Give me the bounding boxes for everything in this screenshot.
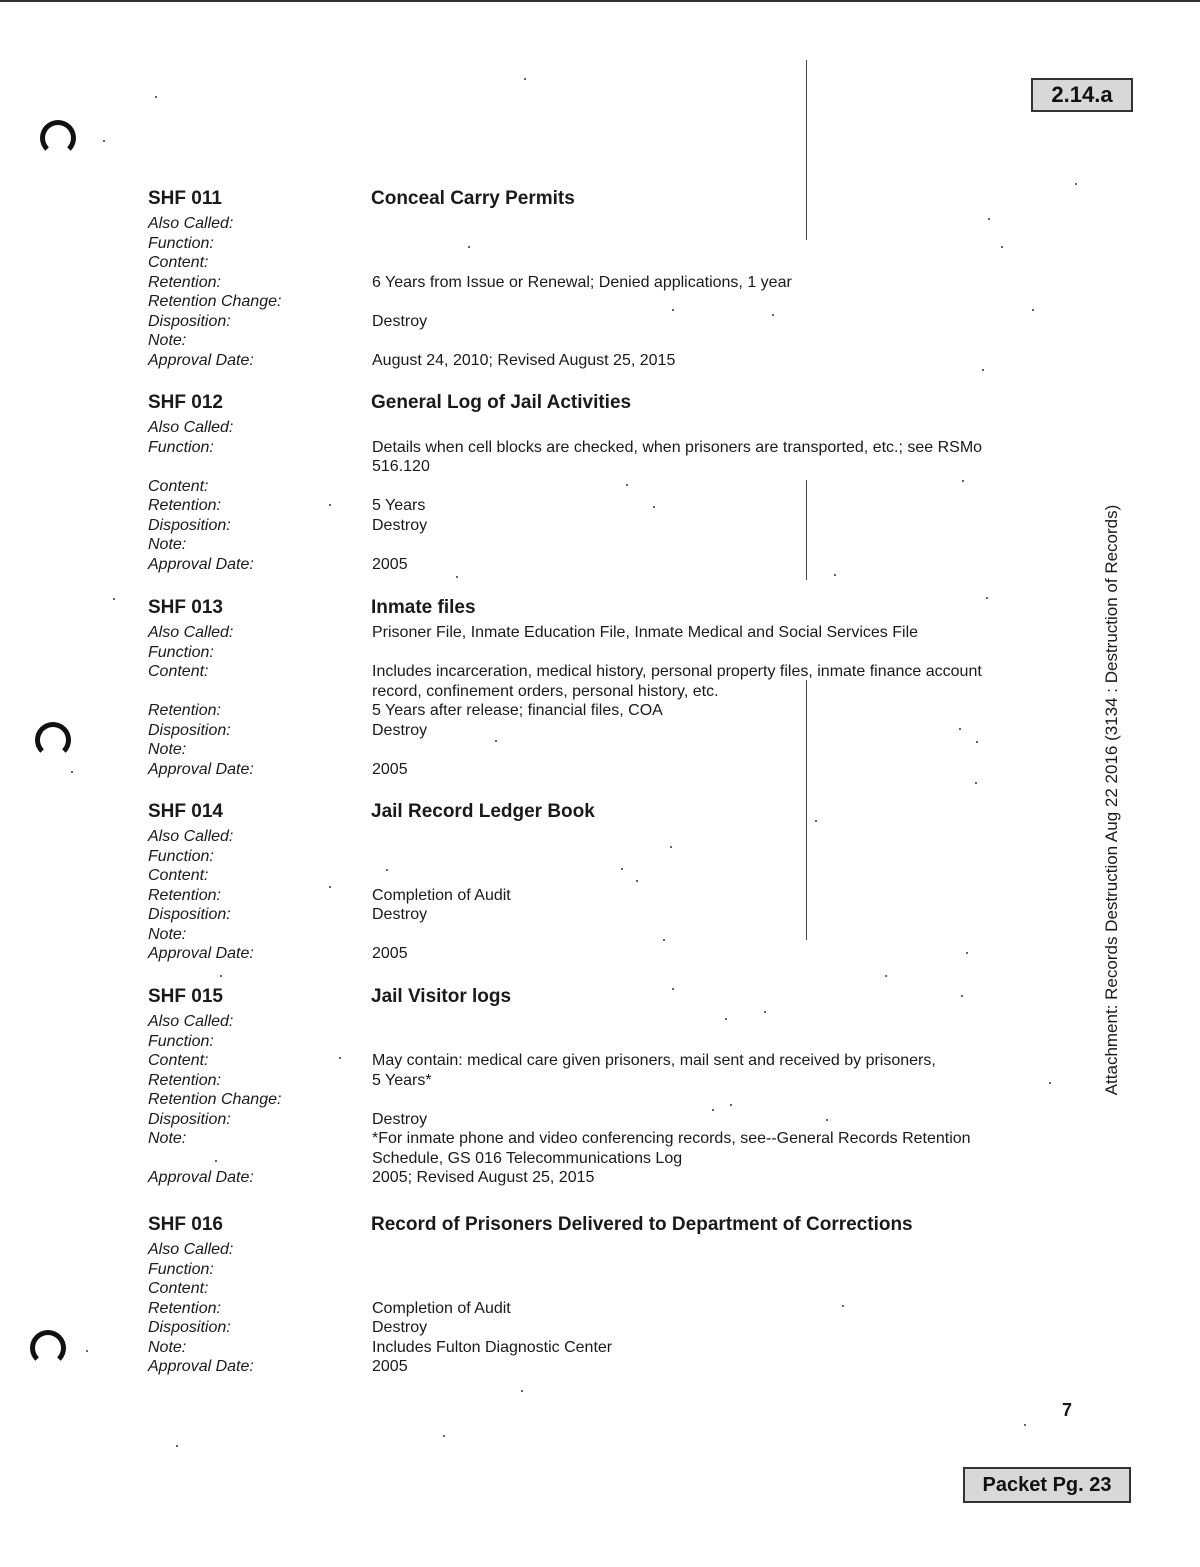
field-value: Completion of Audit — [372, 1299, 511, 1317]
scan-speck — [959, 728, 961, 730]
field-value — [372, 827, 1022, 847]
field-label: Function: — [148, 438, 214, 456]
field-label: Retention: — [148, 702, 221, 719]
record-title: Record of Prisoners Delivered to Department of Corrections — [371, 1214, 913, 1235]
field-label: Disposition: — [148, 312, 231, 330]
field-label: Also Called: — [148, 419, 234, 436]
field-label: Approval Date: — [148, 351, 254, 369]
field-label: Content: — [148, 254, 209, 271]
scan-speck — [456, 576, 458, 578]
field-row — [148, 662, 1028, 701]
field-row — [148, 623, 1028, 643]
record-shf-012 — [148, 392, 1028, 574]
field-row — [148, 535, 1028, 555]
field-label: Also Called: — [148, 828, 234, 845]
field-label: Also Called: — [148, 215, 234, 232]
scan-speck — [772, 314, 774, 316]
field-row — [148, 214, 1028, 234]
field-label: Approval Date: — [148, 1358, 254, 1375]
scan-speck — [670, 846, 672, 848]
scan-speck — [842, 1305, 844, 1307]
field-row — [148, 1240, 1028, 1260]
field-value — [372, 1032, 1022, 1052]
field-label: Approval Date: — [148, 945, 254, 962]
field-row — [148, 886, 1028, 906]
field-row — [148, 1338, 1028, 1358]
field-label: Retention Change: — [148, 293, 282, 310]
scan-speck — [1075, 183, 1077, 185]
field-row — [148, 1357, 1028, 1377]
field-row — [148, 1051, 1028, 1071]
scan-speck — [636, 880, 638, 882]
field-value — [372, 1260, 1022, 1280]
scan-speck — [962, 480, 964, 482]
field-label: Retention: — [148, 497, 221, 514]
scan-speck — [988, 218, 990, 220]
field-label: Content: — [148, 663, 209, 680]
field-row — [148, 944, 1028, 964]
field-value — [372, 847, 1022, 867]
field-label: Content: — [148, 1052, 209, 1069]
field-row — [148, 1318, 1028, 1338]
scan-speck — [621, 868, 623, 870]
field-value: *For inmate phone and video conferencing records, see--General Records Retention Schedule, GS 016 Telecommunications Log — [372, 1130, 971, 1167]
field-value: 5 Years* — [372, 1071, 432, 1089]
field-label: Function: — [148, 234, 214, 252]
scan-speck — [672, 309, 674, 311]
field-row — [148, 477, 1028, 497]
field-row — [148, 1279, 1028, 1299]
scan-speck — [712, 1109, 714, 1111]
field-value — [372, 1090, 1022, 1110]
field-value — [372, 234, 1022, 254]
scan-speck — [155, 96, 157, 98]
field-label: Content: — [148, 867, 209, 884]
record-shf-016 — [148, 1214, 1028, 1377]
field-value: May contain: medical care given prisoners, mail sent and received by prisoners, — [372, 1052, 936, 1069]
scan-speck — [834, 574, 836, 576]
field-value: 2005 — [372, 555, 408, 573]
scan-speck — [672, 988, 674, 990]
field-row — [148, 516, 1028, 536]
field-label: Function: — [148, 643, 214, 661]
scan-speck — [826, 1119, 828, 1121]
scan-speck — [215, 1160, 217, 1162]
field-value: 2005 — [372, 945, 408, 962]
field-label: Retention: — [148, 886, 221, 904]
record-shf-014 — [148, 801, 1028, 964]
field-value — [372, 925, 1022, 945]
scan-speck — [176, 1445, 178, 1447]
scan-speck — [975, 782, 977, 784]
record-title: Jail Record Ledger Book — [371, 801, 595, 822]
field-row — [148, 1110, 1028, 1130]
field-row — [148, 1071, 1028, 1091]
scan-speck — [986, 597, 988, 599]
scan-speck — [495, 740, 497, 742]
field-row — [148, 721, 1028, 741]
scan-speck — [725, 1018, 727, 1020]
field-label: Function: — [148, 1032, 214, 1050]
field-value — [372, 214, 1022, 234]
field-label: Retention: — [148, 1071, 221, 1089]
field-value: 5 Years after release; financial files, COA — [372, 702, 663, 719]
field-label: Approval Date: — [148, 555, 254, 573]
punch-hole-icon — [40, 120, 76, 156]
field-label: Content: — [148, 477, 209, 495]
scan-speck — [386, 869, 388, 871]
scan-speck — [71, 771, 73, 773]
record-code: SHF 012 — [148, 392, 223, 413]
field-value — [372, 418, 1022, 438]
field-row — [148, 643, 1028, 663]
field-value: Includes Fulton Diagnostic Center — [372, 1338, 613, 1356]
field-row — [148, 292, 1028, 312]
field-row — [148, 496, 1028, 516]
scan-speck — [815, 820, 817, 822]
scan-speck — [443, 1435, 445, 1437]
record-shf-011 — [148, 188, 1028, 370]
record-code: SHF 013 — [148, 597, 223, 618]
field-row — [148, 1168, 1028, 1188]
field-value — [372, 740, 1022, 760]
scan-speck — [1024, 1424, 1026, 1426]
field-row — [148, 1032, 1028, 1052]
page-number: 7 — [1062, 1400, 1073, 1420]
field-value: Details when cell blocks are checked, when prisoners are transported, etc.; see RSMo 516.120 — [372, 438, 983, 475]
field-value — [372, 1279, 1022, 1299]
punch-hole-icon — [35, 722, 71, 758]
scan-speck — [966, 952, 968, 954]
record-title: Jail Visitor logs — [371, 986, 512, 1007]
field-label: Approval Date: — [148, 1169, 254, 1186]
field-value — [372, 535, 1022, 555]
field-value — [372, 866, 1022, 886]
field-value: 6 Years from Issue or Renewal; Denied applications, 1 year — [372, 273, 792, 291]
field-label: Also Called: — [148, 1013, 234, 1030]
field-row — [148, 905, 1028, 925]
field-label: Note: — [148, 332, 187, 349]
record-code: SHF 014 — [148, 801, 223, 822]
field-label: Note: — [148, 1338, 187, 1356]
field-value: Destroy — [372, 516, 428, 534]
field-row — [148, 1260, 1028, 1280]
field-value: Prisoner File, Inmate Education File, Inmate Medical and Social Services File — [372, 624, 919, 641]
scan-speck — [982, 369, 984, 371]
field-row — [148, 701, 1028, 721]
field-value — [372, 477, 1022, 497]
record-title: Inmate files — [371, 597, 476, 618]
field-row — [148, 847, 1028, 867]
record-code: SHF 015 — [148, 986, 223, 1007]
field-label: Retention: — [148, 273, 221, 291]
scan-speck — [976, 741, 978, 743]
field-label: Note: — [148, 536, 187, 553]
field-value: August 24, 2010; Revised August 25, 2015 — [372, 351, 676, 369]
field-value: 2005; Revised August 25, 2015 — [372, 1169, 595, 1186]
top-edge-line — [0, 0, 1200, 2]
field-label: Content: — [148, 1280, 209, 1297]
field-row — [148, 438, 1028, 477]
item-number-stamp: 2.14.a — [1031, 78, 1133, 112]
field-value — [372, 1012, 1022, 1032]
field-row — [148, 1090, 1028, 1110]
punch-hole-icon — [30, 1330, 66, 1366]
field-row — [148, 273, 1028, 293]
scan-speck — [663, 939, 665, 941]
field-label: Approval Date: — [148, 760, 254, 778]
field-label: Also Called: — [148, 624, 234, 641]
field-value: Destroy — [372, 721, 428, 739]
field-value — [372, 292, 1022, 312]
field-label: Disposition: — [148, 906, 231, 923]
record-title: General Log of Jail Activities — [371, 392, 632, 413]
field-row — [148, 827, 1028, 847]
field-row — [148, 331, 1028, 351]
field-label: Disposition: — [148, 1110, 231, 1128]
record-code: SHF 016 — [148, 1214, 223, 1235]
field-label: Retention: — [148, 1299, 221, 1317]
field-value — [372, 253, 1022, 273]
field-value: Destroy — [372, 1319, 428, 1336]
field-label: Disposition: — [148, 1319, 231, 1336]
scan-speck — [764, 1011, 766, 1013]
scan-speck — [885, 975, 887, 977]
field-value: Includes incarceration, medical history, personal property files, inmate finance account record, confinement orders, personal history, etc. — [372, 663, 982, 700]
scan-speck — [86, 1350, 88, 1352]
field-row — [148, 1299, 1028, 1319]
scan-speck — [339, 1057, 341, 1059]
scan-speck — [626, 484, 628, 486]
field-row — [148, 312, 1028, 332]
field-row — [148, 351, 1028, 371]
scan-speck — [1001, 246, 1003, 248]
field-value: Completion of Audit — [372, 886, 511, 904]
field-value: Destroy — [372, 1110, 428, 1128]
scan-speck — [468, 246, 470, 248]
field-row — [148, 418, 1028, 438]
scan-speck — [329, 504, 331, 506]
scan-speck — [653, 506, 655, 508]
field-row — [148, 1012, 1028, 1032]
field-row — [148, 234, 1028, 254]
field-value: 5 Years — [372, 497, 426, 514]
field-label: Function: — [148, 847, 214, 865]
field-label: Note: — [148, 741, 187, 758]
record-shf-015 — [148, 986, 1028, 1188]
packet-page-stamp: Packet Pg. 23 — [963, 1467, 1131, 1503]
field-value — [372, 331, 1022, 351]
record-code: SHF 011 — [148, 188, 222, 209]
field-value: Destroy — [372, 906, 428, 923]
field-row — [148, 740, 1028, 760]
scan-speck — [961, 995, 963, 997]
field-value — [372, 643, 1022, 663]
scan-speck — [521, 1390, 523, 1392]
field-label: Disposition: — [148, 516, 231, 534]
scan-speck — [220, 975, 222, 977]
field-label: Function: — [148, 1260, 214, 1278]
field-label: Also Called: — [148, 1241, 234, 1258]
field-row — [148, 925, 1028, 945]
field-row — [148, 866, 1028, 886]
field-label: Note: — [148, 925, 187, 943]
scan-speck — [113, 598, 115, 600]
scan-speck — [103, 140, 105, 142]
field-row — [148, 253, 1028, 273]
field-label: Disposition: — [148, 721, 231, 739]
field-value — [372, 1240, 1022, 1260]
scan-speck — [329, 886, 331, 888]
scan-speck — [730, 1104, 732, 1106]
field-row — [148, 1129, 1028, 1168]
field-value: 2005 — [372, 1358, 408, 1375]
scan-speck — [524, 78, 526, 80]
field-value: Destroy — [372, 312, 428, 330]
field-row — [148, 760, 1028, 780]
scan-speck — [1032, 309, 1034, 311]
scan-speck — [1049, 1082, 1051, 1084]
field-value: 2005 — [372, 760, 408, 778]
field-label: Note: — [148, 1130, 187, 1147]
field-row — [148, 555, 1028, 575]
field-label: Retention Change: — [148, 1091, 282, 1108]
record-title: Conceal Carry Permits — [371, 188, 575, 209]
attachment-sidebar-text: Attachment: Records Destruction Aug 22 2016 (3134 : Destruction of Records) — [1102, 504, 1121, 1096]
record-shf-013 — [148, 597, 1028, 779]
